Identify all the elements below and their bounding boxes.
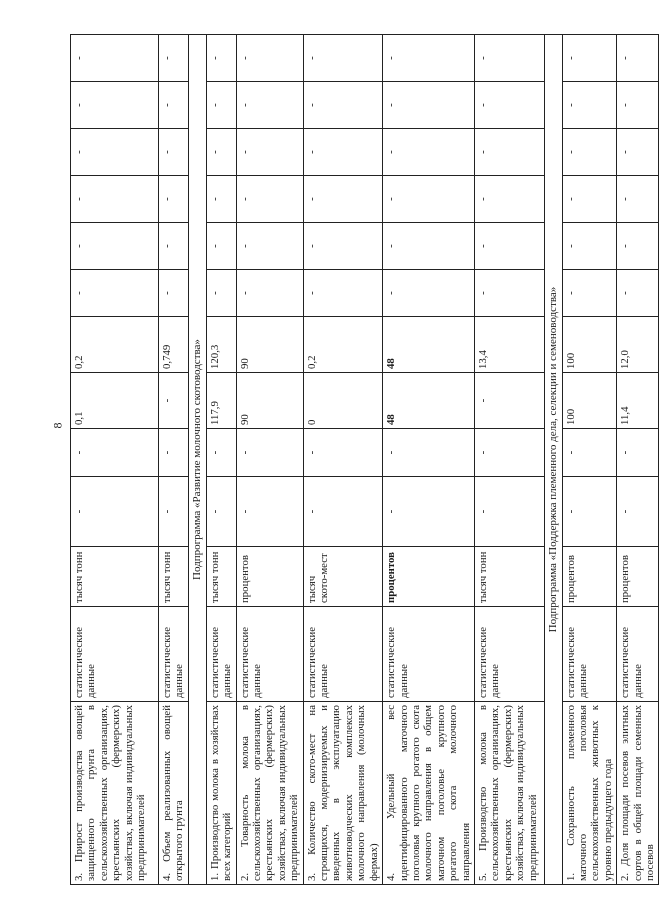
value-cell: - [383,223,475,270]
table-row [236,35,303,885]
unit-cell: тысяч тонн [206,547,236,607]
value-cell: - [474,35,544,82]
value-cell: - [474,429,544,477]
value-cell: - [71,477,159,547]
value-cell: - [383,176,475,223]
value-cell: 90 [236,373,303,429]
unit-cell: процентов [562,547,617,607]
value-cell: - [303,129,382,176]
unit-cell: процентов [236,547,303,607]
value-cell: 90 [236,317,303,373]
indicator-cell: 4. Удельный вес идентифицированного маточного поголовья крупного рогатого скота молочного направления в общем маточном поголовье крупного рогатого скота молочного направления [383,702,475,885]
table-row [303,35,382,885]
unit-cell: тысяч ското-мест [303,547,382,607]
value-cell: - [206,35,236,82]
value-cell: 12,0 [617,317,659,373]
value-cell: - [71,270,159,317]
indicator-cell: 1. Сохранность племенного маточного поголовья сельскохозяйственных животных к уровню предыдущего года [562,702,617,885]
table-row [617,35,659,885]
value-cell: - [383,129,475,176]
unit-cell: тысяч тонн [474,547,544,607]
value-cell: - [303,35,382,82]
value-cell: - [303,82,382,129]
subprogram-header-row [189,35,207,885]
source-cell: статистические данные [562,607,617,702]
unit-cell: тысяч тонн [159,547,189,607]
value-cell: - [236,429,303,477]
value-cell: - [159,270,189,317]
value-cell: - [159,373,189,429]
value-cell: - [474,129,544,176]
source-cell: статистические данные [617,607,659,702]
value-cell: - [383,477,475,547]
value-cell: - [383,35,475,82]
source-cell: статистические данные [236,607,303,702]
value-cell: 0,1 [71,373,159,429]
value-cell: 48 [383,373,475,429]
source-cell: статистические данные [71,607,159,702]
value-cell: - [71,129,159,176]
value-cell: 0 [303,373,382,429]
table-row [159,35,189,885]
value-cell: - [617,223,659,270]
value-cell: - [159,429,189,477]
table-row [562,35,617,885]
value-cell: - [206,429,236,477]
value-cell: - [159,35,189,82]
value-cell: - [617,270,659,317]
value-cell: - [206,176,236,223]
source-cell: статистические данные [474,607,544,702]
value-cell: - [474,270,544,317]
value-cell: - [562,35,617,82]
value-cell: - [206,477,236,547]
value-cell: - [562,223,617,270]
value-cell: - [617,35,659,82]
source-cell: статистические данные [159,607,189,702]
value-cell: - [617,82,659,129]
value-cell: - [383,82,475,129]
rotated-page-content [70,35,657,885]
table-row [71,35,159,885]
value-cell: - [236,223,303,270]
value-cell: - [71,35,159,82]
table-row [474,35,544,885]
source-cell: статистические данные [303,607,382,702]
value-cell: - [474,373,544,429]
value-cell: - [236,82,303,129]
source-cell: статистические данные [383,607,475,702]
indicator-cell: 2. Доля площади посевов элитных сортов в общей площади семенных посевов [617,702,659,885]
value-cell: - [303,223,382,270]
indicators-table [70,34,659,885]
value-cell: - [474,82,544,129]
value-cell: 117,9 [206,373,236,429]
value-cell: - [159,477,189,547]
value-cell: - [206,223,236,270]
value-cell: - [617,477,659,547]
value-cell: - [159,82,189,129]
value-cell: 0,2 [71,317,159,373]
indicator-cell: 4. Объем реализованных овощей открытого грунта [159,702,189,885]
value-cell: - [159,223,189,270]
value-cell: - [617,429,659,477]
indicator-cell: 1. Производство молока в хозяйствах всех категорий [206,702,236,885]
indicator-cell: 3. Количество ското-мест на строящихся, модернизируемых и введенных в эксплуатацию животноводческих комплексах молочного направления (молочных фермах) [303,702,382,885]
value-cell: 100 [562,373,617,429]
value-cell: 120,3 [206,317,236,373]
indicator-cell: 5. Производство молока в сельскохозяйственных организациях, крестьянских (фермерских) хозяйствах, включая индивидуальных предпринимателей [474,702,544,885]
table-row [383,35,475,885]
value-cell: 13,4 [474,317,544,373]
value-cell: - [236,129,303,176]
value-cell: - [562,129,617,176]
value-cell: - [236,176,303,223]
value-cell: - [159,129,189,176]
indicator-cell: 2. Товарность молока в сельскохозяйственных организациях, крестьянских (фермерских) хозяйствах, включая индивидуальных предпринимателей [236,702,303,885]
value-cell: - [562,477,617,547]
value-cell: - [206,270,236,317]
value-cell: - [383,429,475,477]
value-cell: - [159,176,189,223]
value-cell: - [303,477,382,547]
value-cell: 11,4 [617,373,659,429]
unit-cell: тысяч тонн [71,547,159,607]
value-cell: - [303,176,382,223]
table-row [206,35,236,885]
value-cell: - [206,129,236,176]
unit-cell: процентов [617,547,659,607]
value-cell: - [236,35,303,82]
subprogram-title: Подпрограмма «Развитие молочного скотоводства» [189,35,207,885]
value-cell: 0,2 [303,317,382,373]
value-cell: - [562,429,617,477]
value-cell: - [562,176,617,223]
value-cell: - [474,223,544,270]
subprogram-header-row [544,35,562,885]
value-cell: 48 [383,317,475,373]
page-number: 8 [50,422,65,429]
value-cell: - [303,270,382,317]
value-cell: - [236,477,303,547]
indicator-cell: 3. Прирост производства овощей защищенного грунта в сельскохозяйственных организациях, крестьянских (фермерских) хозяйствах, включая индивидуальных предпринимателей [71,702,159,885]
unit-cell: процентов [383,547,475,607]
subprogram-title: Подпрограмма «Поддержка племенного дела, селекции и семеноводства» [544,35,562,885]
value-cell: - [617,129,659,176]
value-cell: - [562,82,617,129]
value-cell: - [236,270,303,317]
value-cell: - [71,176,159,223]
value-cell: 0,749 [159,317,189,373]
value-cell: - [206,82,236,129]
value-cell: - [303,429,382,477]
value-cell: - [383,270,475,317]
value-cell: 100 [562,317,617,373]
value-cell: - [71,429,159,477]
value-cell: - [71,82,159,129]
source-cell: статистические данные [206,607,236,702]
value-cell: - [617,176,659,223]
value-cell: - [474,477,544,547]
value-cell: - [71,223,159,270]
value-cell: - [474,176,544,223]
value-cell: - [562,270,617,317]
